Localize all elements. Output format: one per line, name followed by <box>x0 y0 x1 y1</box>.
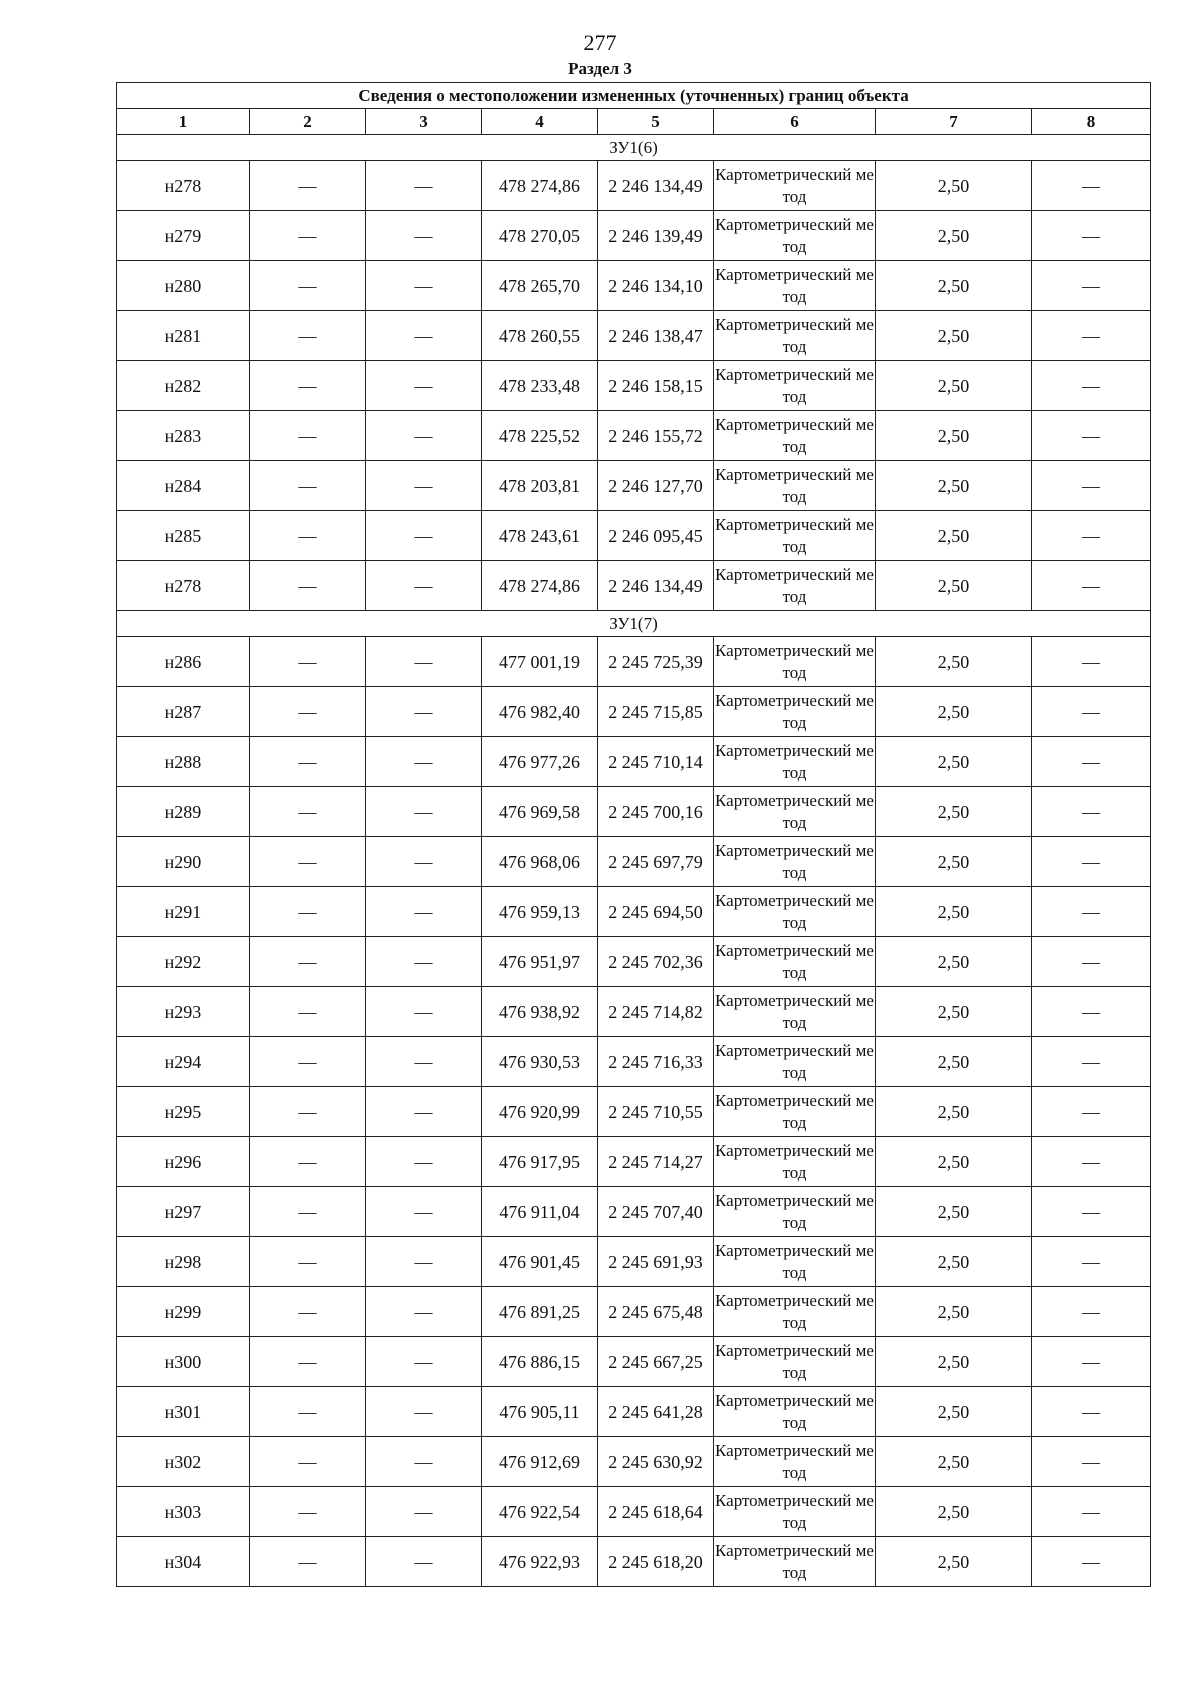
table-row <box>117 887 1151 937</box>
cell-x-coordinate: 476 917,95 <box>482 1137 598 1187</box>
cell-col3: — <box>366 1487 482 1537</box>
cell-col3: — <box>366 737 482 787</box>
cell-point: н289 <box>117 787 250 837</box>
cell-y-coordinate: 2 245 714,82 <box>598 987 714 1037</box>
cell-col2: — <box>250 1487 366 1537</box>
cell-y-coordinate: 2 246 095,45 <box>598 511 714 561</box>
group-label: ЗУ1(7) <box>117 611 1151 637</box>
cell-col3: — <box>366 361 482 411</box>
cell-y-coordinate: 2 245 694,50 <box>598 887 714 937</box>
cell-x-coordinate: 476 920,99 <box>482 1087 598 1137</box>
cell-col2: — <box>250 1437 366 1487</box>
cell-point: н281 <box>117 311 250 361</box>
table-row <box>117 1387 1151 1437</box>
cell-point: н287 <box>117 687 250 737</box>
table-caption: Сведения о местоположении измененных (уточненных) границ объекта <box>117 83 1151 109</box>
cell-col8: — <box>1032 511 1151 561</box>
table-row <box>117 1187 1151 1237</box>
cell-method: Картометрический метод <box>714 161 876 211</box>
cell-x-coordinate: 476 982,40 <box>482 687 598 737</box>
cell-x-coordinate: 476 911,04 <box>482 1187 598 1237</box>
cell-col8: — <box>1032 1037 1151 1087</box>
cell-col3: — <box>366 1337 482 1387</box>
cell-accuracy: 2,50 <box>876 787 1032 837</box>
cell-method: Картометрический метод <box>714 1487 876 1537</box>
table-body <box>117 135 1151 1587</box>
cell-x-coordinate: 478 225,52 <box>482 411 598 461</box>
cell-y-coordinate: 2 245 630,92 <box>598 1437 714 1487</box>
table-row <box>117 787 1151 837</box>
cell-accuracy: 2,50 <box>876 687 1032 737</box>
cell-x-coordinate: 476 951,97 <box>482 937 598 987</box>
cell-col2: — <box>250 637 366 687</box>
cell-accuracy: 2,50 <box>876 1187 1032 1237</box>
cell-col2: — <box>250 1287 366 1337</box>
cell-method: Картометрический метод <box>714 1137 876 1187</box>
table-row <box>117 511 1151 561</box>
cell-x-coordinate: 478 233,48 <box>482 361 598 411</box>
cell-method: Картометрический метод <box>714 1187 876 1237</box>
column-header-row <box>117 109 1151 135</box>
cell-point: н300 <box>117 1337 250 1387</box>
cell-accuracy: 2,50 <box>876 511 1032 561</box>
cell-col2: — <box>250 987 366 1037</box>
cell-x-coordinate: 477 001,19 <box>482 637 598 687</box>
cell-method: Картометрический метод <box>714 987 876 1037</box>
cell-accuracy: 2,50 <box>876 937 1032 987</box>
cell-col8: — <box>1032 1287 1151 1337</box>
table-row <box>117 261 1151 311</box>
cell-method: Картометрический метод <box>714 261 876 311</box>
cell-x-coordinate: 476 922,54 <box>482 1487 598 1537</box>
cell-accuracy: 2,50 <box>876 1287 1032 1337</box>
cell-col3: — <box>366 561 482 611</box>
cell-accuracy: 2,50 <box>876 837 1032 887</box>
cell-col8: — <box>1032 1337 1151 1387</box>
cell-method: Картометрический метод <box>714 311 876 361</box>
cell-col3: — <box>366 1187 482 1237</box>
cell-accuracy: 2,50 <box>876 637 1032 687</box>
cell-point: н303 <box>117 1487 250 1537</box>
cell-col3: — <box>366 1437 482 1487</box>
cell-col8: — <box>1032 737 1151 787</box>
cell-x-coordinate: 478 270,05 <box>482 211 598 261</box>
column-header: 3 <box>366 109 482 135</box>
cell-col8: — <box>1032 1137 1151 1187</box>
cell-point: н304 <box>117 1537 250 1587</box>
cell-x-coordinate: 476 959,13 <box>482 887 598 937</box>
cell-col3: — <box>366 311 482 361</box>
cell-col8: — <box>1032 887 1151 937</box>
cell-accuracy: 2,50 <box>876 1337 1032 1387</box>
cell-col2: — <box>250 161 366 211</box>
cell-col3: — <box>366 1287 482 1337</box>
cell-accuracy: 2,50 <box>876 987 1032 1037</box>
table-row <box>117 211 1151 261</box>
cell-col2: — <box>250 687 366 737</box>
cell-accuracy: 2,50 <box>876 1087 1032 1137</box>
table-row <box>117 1237 1151 1287</box>
table-row <box>117 361 1151 411</box>
cell-col8: — <box>1032 1387 1151 1437</box>
cell-col3: — <box>366 937 482 987</box>
cell-col2: — <box>250 1137 366 1187</box>
cell-accuracy: 2,50 <box>876 1537 1032 1587</box>
cell-col3: — <box>366 161 482 211</box>
cell-y-coordinate: 2 246 127,70 <box>598 461 714 511</box>
cell-col2: — <box>250 937 366 987</box>
cell-x-coordinate: 476 977,26 <box>482 737 598 787</box>
cell-y-coordinate: 2 245 715,85 <box>598 687 714 737</box>
table-row <box>117 411 1151 461</box>
cell-col3: — <box>366 987 482 1037</box>
table-row <box>117 1337 1151 1387</box>
cell-accuracy: 2,50 <box>876 1237 1032 1287</box>
cell-x-coordinate: 478 260,55 <box>482 311 598 361</box>
cell-col8: — <box>1032 937 1151 987</box>
cell-y-coordinate: 2 245 716,33 <box>598 1037 714 1087</box>
cell-y-coordinate: 2 245 675,48 <box>598 1287 714 1337</box>
cell-point: н295 <box>117 1087 250 1137</box>
cell-y-coordinate: 2 245 667,25 <box>598 1337 714 1387</box>
cell-col8: — <box>1032 987 1151 1037</box>
group-row <box>117 611 1151 637</box>
cell-col2: — <box>250 787 366 837</box>
table-row <box>117 461 1151 511</box>
cell-method: Картометрический метод <box>714 511 876 561</box>
cell-y-coordinate: 2 246 158,15 <box>598 361 714 411</box>
cell-col2: — <box>250 311 366 361</box>
table-row <box>117 1287 1151 1337</box>
table-row <box>117 1487 1151 1537</box>
cell-method: Картометрический метод <box>714 687 876 737</box>
cell-col8: — <box>1032 1087 1151 1137</box>
table-row <box>117 987 1151 1037</box>
column-header: 4 <box>482 109 598 135</box>
cell-col2: — <box>250 837 366 887</box>
cell-method: Картометрический метод <box>714 737 876 787</box>
cell-accuracy: 2,50 <box>876 1137 1032 1187</box>
cell-accuracy: 2,50 <box>876 1387 1032 1437</box>
table-row <box>117 161 1151 211</box>
cell-y-coordinate: 2 245 641,28 <box>598 1387 714 1437</box>
cell-col3: — <box>366 1137 482 1187</box>
cell-method: Картометрический метод <box>714 637 876 687</box>
cell-x-coordinate: 476 912,69 <box>482 1437 598 1487</box>
cell-col8: — <box>1032 161 1151 211</box>
cell-method: Картометрический метод <box>714 1437 876 1487</box>
cell-accuracy: 2,50 <box>876 461 1032 511</box>
table-caption-row <box>117 83 1151 109</box>
cell-col2: — <box>250 261 366 311</box>
cell-x-coordinate: 476 968,06 <box>482 837 598 887</box>
cell-col3: — <box>366 1387 482 1437</box>
cell-method: Картометрический метод <box>714 561 876 611</box>
cell-col8: — <box>1032 361 1151 411</box>
cell-col3: — <box>366 511 482 561</box>
cell-col8: — <box>1032 637 1151 687</box>
cell-col8: — <box>1032 211 1151 261</box>
cell-accuracy: 2,50 <box>876 361 1032 411</box>
cell-x-coordinate: 478 203,81 <box>482 461 598 511</box>
cell-accuracy: 2,50 <box>876 161 1032 211</box>
cell-y-coordinate: 2 245 618,20 <box>598 1537 714 1587</box>
cell-y-coordinate: 2 245 725,39 <box>598 637 714 687</box>
cell-col2: — <box>250 511 366 561</box>
cell-y-coordinate: 2 246 155,72 <box>598 411 714 461</box>
cell-y-coordinate: 2 246 134,49 <box>598 161 714 211</box>
cell-col2: — <box>250 561 366 611</box>
cell-col8: — <box>1032 1237 1151 1287</box>
table-row <box>117 1087 1151 1137</box>
cell-col3: — <box>366 637 482 687</box>
column-header: 7 <box>876 109 1032 135</box>
cell-col2: — <box>250 1087 366 1137</box>
table-row <box>117 687 1151 737</box>
cell-col2: — <box>250 1387 366 1437</box>
cell-point: н280 <box>117 261 250 311</box>
cell-col2: — <box>250 1237 366 1287</box>
cell-col3: — <box>366 887 482 937</box>
cell-y-coordinate: 2 245 700,16 <box>598 787 714 837</box>
cell-x-coordinate: 476 969,58 <box>482 787 598 837</box>
cell-point: н286 <box>117 637 250 687</box>
group-label: ЗУ1(6) <box>117 135 1151 161</box>
cell-x-coordinate: 476 886,15 <box>482 1337 598 1387</box>
cell-col2: — <box>250 1037 366 1087</box>
cell-point: н290 <box>117 837 250 887</box>
cell-point: н285 <box>117 511 250 561</box>
cell-method: Картометрический метод <box>714 787 876 837</box>
table-row <box>117 937 1151 987</box>
table-row <box>117 561 1151 611</box>
cell-method: Картометрический метод <box>714 1387 876 1437</box>
cell-point: н294 <box>117 1037 250 1087</box>
cell-col3: — <box>366 261 482 311</box>
cell-col8: — <box>1032 411 1151 461</box>
cell-x-coordinate: 476 922,93 <box>482 1537 598 1587</box>
cell-y-coordinate: 2 245 691,93 <box>598 1237 714 1287</box>
cell-point: н292 <box>117 937 250 987</box>
cell-y-coordinate: 2 245 702,36 <box>598 937 714 987</box>
cell-x-coordinate: 478 274,86 <box>482 561 598 611</box>
cell-col3: — <box>366 1537 482 1587</box>
cell-point: н284 <box>117 461 250 511</box>
cell-col2: — <box>250 461 366 511</box>
cell-point: н278 <box>117 561 250 611</box>
cell-method: Картометрический метод <box>714 1087 876 1137</box>
section-title: Раздел 3 <box>568 59 632 78</box>
column-header: 8 <box>1032 109 1151 135</box>
cell-method: Картометрический метод <box>714 411 876 461</box>
cell-accuracy: 2,50 <box>876 1487 1032 1537</box>
cell-x-coordinate: 476 938,92 <box>482 987 598 1037</box>
cell-point: н299 <box>117 1287 250 1337</box>
cell-x-coordinate: 478 243,61 <box>482 511 598 561</box>
cell-method: Картометрический метод <box>714 837 876 887</box>
cell-point: н283 <box>117 411 250 461</box>
cell-y-coordinate: 2 245 697,79 <box>598 837 714 887</box>
cell-col3: — <box>366 787 482 837</box>
cell-method: Картометрический метод <box>714 461 876 511</box>
table-row <box>117 311 1151 361</box>
cell-point: н296 <box>117 1137 250 1187</box>
boundary-coordinates-table <box>116 82 1151 1587</box>
cell-col3: — <box>366 837 482 887</box>
cell-x-coordinate: 476 901,45 <box>482 1237 598 1287</box>
cell-method: Картометрический метод <box>714 1537 876 1587</box>
cell-y-coordinate: 2 245 710,55 <box>598 1087 714 1137</box>
cell-y-coordinate: 2 245 618,64 <box>598 1487 714 1537</box>
group-row <box>117 135 1151 161</box>
cell-accuracy: 2,50 <box>876 561 1032 611</box>
cell-col3: — <box>366 1037 482 1087</box>
cell-x-coordinate: 476 891,25 <box>482 1287 598 1337</box>
table-row <box>117 737 1151 787</box>
table-row <box>117 837 1151 887</box>
table-row <box>117 1437 1151 1487</box>
table-row <box>117 1137 1151 1187</box>
cell-col2: — <box>250 1337 366 1387</box>
cell-col3: — <box>366 1087 482 1137</box>
cell-method: Картометрический метод <box>714 1287 876 1337</box>
cell-col8: — <box>1032 461 1151 511</box>
cell-col8: — <box>1032 837 1151 887</box>
cell-col3: — <box>366 461 482 511</box>
cell-method: Картометрический метод <box>714 1037 876 1087</box>
cell-col8: — <box>1032 1437 1151 1487</box>
cell-accuracy: 2,50 <box>876 311 1032 361</box>
cell-col8: — <box>1032 261 1151 311</box>
cell-point: н278 <box>117 161 250 211</box>
cell-point: н302 <box>117 1437 250 1487</box>
cell-point: н291 <box>117 887 250 937</box>
cell-col2: — <box>250 1187 366 1237</box>
cell-x-coordinate: 476 905,11 <box>482 1387 598 1437</box>
cell-method: Картометрический метод <box>714 1337 876 1387</box>
cell-col8: — <box>1032 311 1151 361</box>
cell-accuracy: 2,50 <box>876 211 1032 261</box>
cell-y-coordinate: 2 246 139,49 <box>598 211 714 261</box>
table-row <box>117 1037 1151 1087</box>
table-row <box>117 1537 1151 1587</box>
cell-col8: — <box>1032 1537 1151 1587</box>
cell-method: Картометрический метод <box>714 361 876 411</box>
cell-y-coordinate: 2 245 710,14 <box>598 737 714 787</box>
cell-point: н293 <box>117 987 250 1037</box>
cell-method: Картометрический метод <box>714 937 876 987</box>
cell-accuracy: 2,50 <box>876 737 1032 787</box>
cell-col8: — <box>1032 687 1151 737</box>
cell-col2: — <box>250 361 366 411</box>
cell-col8: — <box>1032 787 1151 837</box>
cell-x-coordinate: 478 265,70 <box>482 261 598 311</box>
table-row <box>117 637 1151 687</box>
cell-point: н297 <box>117 1187 250 1237</box>
cell-col8: — <box>1032 1487 1151 1537</box>
cell-accuracy: 2,50 <box>876 887 1032 937</box>
cell-y-coordinate: 2 246 138,47 <box>598 311 714 361</box>
cell-col2: — <box>250 411 366 461</box>
cell-y-coordinate: 2 246 134,10 <box>598 261 714 311</box>
cell-col3: — <box>366 1237 482 1287</box>
cell-y-coordinate: 2 245 707,40 <box>598 1187 714 1237</box>
cell-point: н288 <box>117 737 250 787</box>
cell-x-coordinate: 476 930,53 <box>482 1037 598 1087</box>
cell-col3: — <box>366 211 482 261</box>
cell-accuracy: 2,50 <box>876 261 1032 311</box>
cell-accuracy: 2,50 <box>876 1037 1032 1087</box>
cell-point: н282 <box>117 361 250 411</box>
cell-col2: — <box>250 211 366 261</box>
cell-point: н298 <box>117 1237 250 1287</box>
cell-method: Картометрический метод <box>714 887 876 937</box>
cell-point: н279 <box>117 211 250 261</box>
column-header: 1 <box>117 109 250 135</box>
cell-col2: — <box>250 737 366 787</box>
cell-x-coordinate: 478 274,86 <box>482 161 598 211</box>
cell-col8: — <box>1032 1187 1151 1237</box>
cell-accuracy: 2,50 <box>876 1437 1032 1487</box>
cell-col2: — <box>250 1537 366 1587</box>
cell-col3: — <box>366 411 482 461</box>
cell-method: Картометрический метод <box>714 1237 876 1287</box>
cell-y-coordinate: 2 246 134,49 <box>598 561 714 611</box>
cell-y-coordinate: 2 245 714,27 <box>598 1137 714 1187</box>
cell-method: Картометрический метод <box>714 211 876 261</box>
column-header: 5 <box>598 109 714 135</box>
cell-point: н301 <box>117 1387 250 1437</box>
page-number: 277 <box>583 30 617 55</box>
cell-col3: — <box>366 687 482 737</box>
cell-accuracy: 2,50 <box>876 411 1032 461</box>
column-header: 2 <box>250 109 366 135</box>
cell-col8: — <box>1032 561 1151 611</box>
column-header: 6 <box>714 109 876 135</box>
cell-col2: — <box>250 887 366 937</box>
